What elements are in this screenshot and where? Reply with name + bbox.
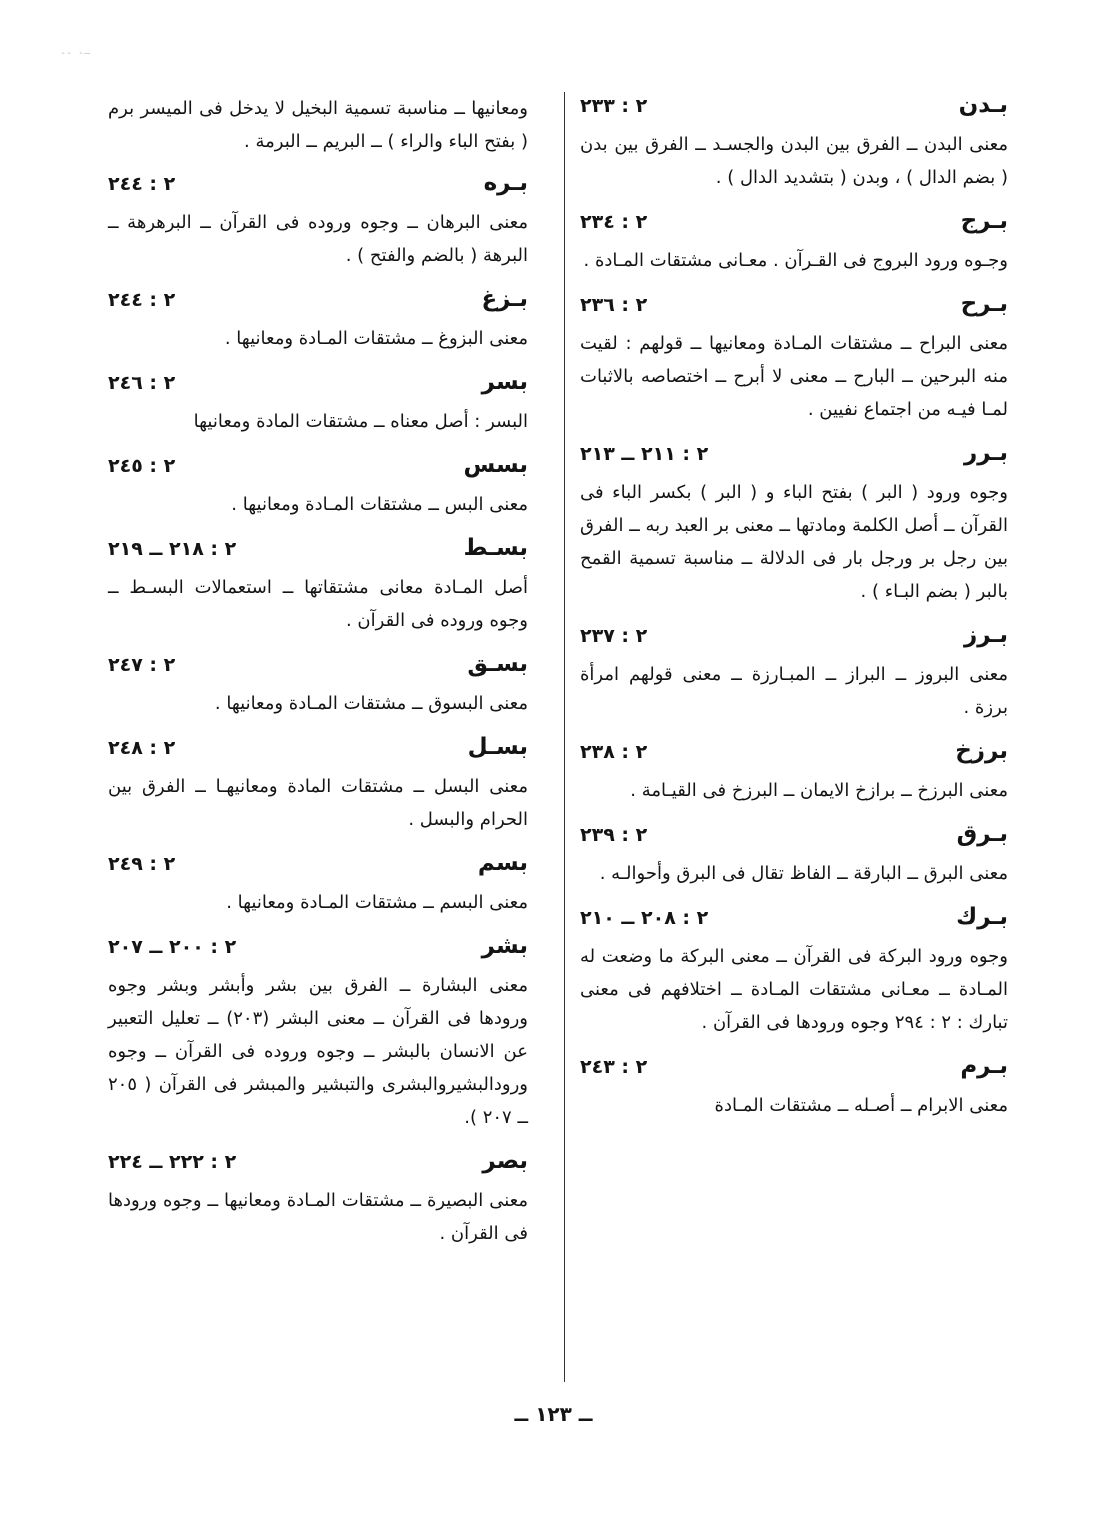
entry-description: معنى البدن ــ الفرق بين البدن والجسـد ــ الفرق بين بدن ( بضم الدال ) ، وبدن ( بتشديد الدال ) .: [580, 134, 1008, 188]
root-word: بسـق: [467, 651, 528, 677]
entry-heading: [580, 92, 1008, 128]
index-entry: [108, 850, 528, 919]
index-entry: [580, 1053, 1008, 1122]
right-column: [580, 92, 1008, 1136]
page-reference: ٢ : ٢٠٠ ــ ٢٠٧: [108, 936, 237, 958]
page-reference: ٢ : ٢٣٧: [580, 625, 648, 647]
index-entry: [108, 452, 528, 521]
page-reference: ٢ : ٢٣٣: [580, 95, 648, 117]
root-word: بسـل: [467, 734, 528, 760]
entry-description: معنى البصيرة ــ مشتقات المـادة ومعانيها ــ وجوه ورودها فى القرآن .: [108, 1190, 528, 1244]
root-word: بشر: [481, 933, 528, 959]
root-word: بـرك: [956, 904, 1008, 930]
page-reference: ٢ : ٢٤٤: [108, 289, 176, 311]
entry-heading: [108, 933, 528, 969]
entry-heading: [108, 369, 528, 405]
continuation-text: ومعانيها ــ مناسبة تسمية البخيل لا يدخل فى الميسر برم ( بفتح الباء والراء ) ــ البريم ــ البرمة .: [108, 98, 528, 152]
entry-description: أصل المـادة معانى مشتقاتها ــ استعمالات البسـط ــ وجوه وروده فى القرآن .: [108, 577, 528, 631]
entry-heading: [580, 622, 1008, 658]
corner-marks: -- -—: [60, 48, 91, 59]
entry-heading: [580, 904, 1008, 940]
entry-description: معنى البراح ــ مشتقات المـادة ومعانيها ــ قولهم : لقيت منه البرحين ــ البارح ــ معنى لا أبرح ــ اختصاصه بالاثبات لمـا فيـه من اجتماع نفيين .: [580, 333, 1008, 420]
page-reference: ٢ : ٢٤٥: [108, 455, 176, 477]
entry-description: معنى البسوق ــ مشتقات المـادة ومعانيها .: [214, 693, 528, 714]
root-word: برزخ: [955, 738, 1008, 764]
root-word: بـرح: [960, 291, 1008, 317]
index-entry: [580, 738, 1008, 807]
root-word: بـدن: [958, 92, 1008, 118]
root-word: بـرز: [963, 622, 1008, 648]
entry-description: معنى البرهان ــ وجوه وروده فى القرآن ــ البرهرهة ــ البرهة ( بالضم والفتح ) .: [108, 212, 528, 266]
root-word: بـره: [483, 170, 528, 196]
entry-description: وجوه ورود ( البر ) بفتح الباء و ( البر ) بكسر الباء فى القرآن ــ أصل الكلمة ومادتها ــ معنى بر العبد ربه ــ الفرق بين رجل بر ورجل بار فى الدلالة ــ مناسبة تسمية القمح بالبر ( بضم البـاء ) .: [580, 482, 1008, 602]
entry-description: معنى البسل ــ مشتقات المادة ومعانيهـا ــ الفرق بين الحرام والبسل .: [108, 776, 528, 830]
root-word: بسـط: [463, 535, 528, 561]
entry-heading: [108, 286, 528, 322]
root-word: بسر: [481, 369, 528, 395]
page-reference: ٢ : ٢١٨ ــ ٢١٩: [108, 538, 237, 560]
entry-description: وجـوه ورود البروج فى القـرآن . معـانى مشتقات المـادة .: [583, 250, 1008, 271]
entry-heading: [108, 850, 528, 886]
root-word: بسس: [463, 452, 528, 478]
index-entry: [580, 92, 1008, 194]
entry-heading: [108, 1148, 528, 1184]
entry-heading: [580, 208, 1008, 244]
entry-description: معنى البرزخ ــ برازخ الايمان ــ البرزخ فى القيـامة .: [630, 780, 1008, 801]
entry-description: معنى البرق ــ البارقة ــ الفاظ تقال فى البرق وأحوالـه .: [599, 863, 1008, 884]
entry-heading: [580, 291, 1008, 327]
root-word: بـرج: [960, 208, 1008, 234]
entry-description: معنى البس ــ مشتقات المـادة ومعانيها .: [231, 494, 528, 515]
entry-description: معنى البروز ــ البراز ــ المبـارزة ــ معنى قولهم امرأة برزة .: [580, 664, 1008, 718]
index-entry: [108, 369, 528, 438]
index-entry: [108, 1148, 528, 1250]
page-reference: ٢ : ٢١١ ــ ٢١٣: [580, 443, 709, 465]
page-reference: ٢ : ٢٤٩: [108, 853, 176, 875]
entry-heading: [580, 821, 1008, 857]
entry-heading: [580, 1053, 1008, 1089]
index-entry: [580, 622, 1008, 724]
page-number: ــ ١٢٣ ــ: [514, 1402, 593, 1426]
index-entry: [108, 734, 528, 836]
root-word: بـرم: [960, 1053, 1008, 1079]
root-word: بسم: [477, 850, 528, 876]
entry-heading: [108, 535, 528, 571]
index-entry: [108, 933, 528, 1134]
entry-heading: [580, 440, 1008, 476]
page-reference: ٢ : ٢٣٤: [580, 211, 648, 233]
index-entry: [108, 286, 528, 355]
page-reference: ٢ : ٢٠٨ ــ ٢١٠: [580, 907, 709, 929]
page-reference: ٢ : ٢٤٣: [580, 1056, 648, 1078]
column-divider: [564, 92, 565, 1382]
index-entry: [108, 651, 528, 720]
page-reference: ٢ : ٢٤٧: [108, 654, 176, 676]
index-entry: [108, 170, 528, 272]
page-reference: ٢ : ٢٤٦: [108, 372, 176, 394]
page-reference: ٢ : ٢٤٨: [108, 737, 176, 759]
entry-description: البسر : أصل معناه ــ مشتقات المادة ومعانيها: [193, 411, 528, 432]
entry-heading: [108, 452, 528, 488]
entry-description: معنى البشارة ــ الفرق بين بشر وأبشر وبشر وجوه ورودها فى القرآن ــ معنى البشر (٢٠٣) ــ تعليل التعبير عن الانسان بالبشر ــ وجوه وروده فى القرآن ــ وجوه ورودالبشيروالبشرى والتبشير والمبشر فى القرآن ( ٢٠٥ ــ ٢٠٧ ).: [108, 975, 528, 1128]
page-reference: ٢ : ٢٣٩: [580, 824, 648, 846]
entry-description: معنى البسم ــ مشتقات المـادة ومعانيها .: [226, 892, 528, 913]
root-word: بـرر: [963, 440, 1008, 466]
index-entry: [580, 440, 1008, 608]
page-reference: ٢ : ٢٤٤: [108, 173, 176, 195]
page-reference: ٢ : ٢٢٢ ــ ٢٢٤: [108, 1151, 237, 1173]
index-entry: [580, 904, 1008, 1039]
page-reference: ٢ : ٢٣٦: [580, 294, 648, 316]
entry-description: وجوه ورود البركة فى القرآن ــ معنى البركة ما وضعت له المـادة ــ معـانى مشتقات المـادة ــ اختلافهم فى معنى تبارك : ٢ : ٢٩٤ وجوه ورودها فى القرآن .: [580, 946, 1008, 1033]
left-column: [108, 92, 528, 1264]
entry-heading: [108, 651, 528, 687]
page-reference: ٢ : ٢٣٨: [580, 741, 648, 763]
root-word: بصر: [482, 1148, 528, 1174]
index-entry: [580, 821, 1008, 890]
entry-description: معنى البزوغ ــ مشتقات المـادة ومعانيها .: [224, 328, 528, 349]
entry-heading: [108, 170, 528, 206]
index-entry: [108, 535, 528, 637]
index-entry: [580, 208, 1008, 277]
entry-heading: [108, 734, 528, 770]
root-word: بـزغ: [481, 286, 528, 312]
entry-description: معنى الابرام ــ أصـله ــ مشتقات المـادة: [714, 1095, 1008, 1116]
index-entry: [580, 291, 1008, 426]
entry-heading: [580, 738, 1008, 774]
root-word: بـرق: [956, 821, 1008, 847]
